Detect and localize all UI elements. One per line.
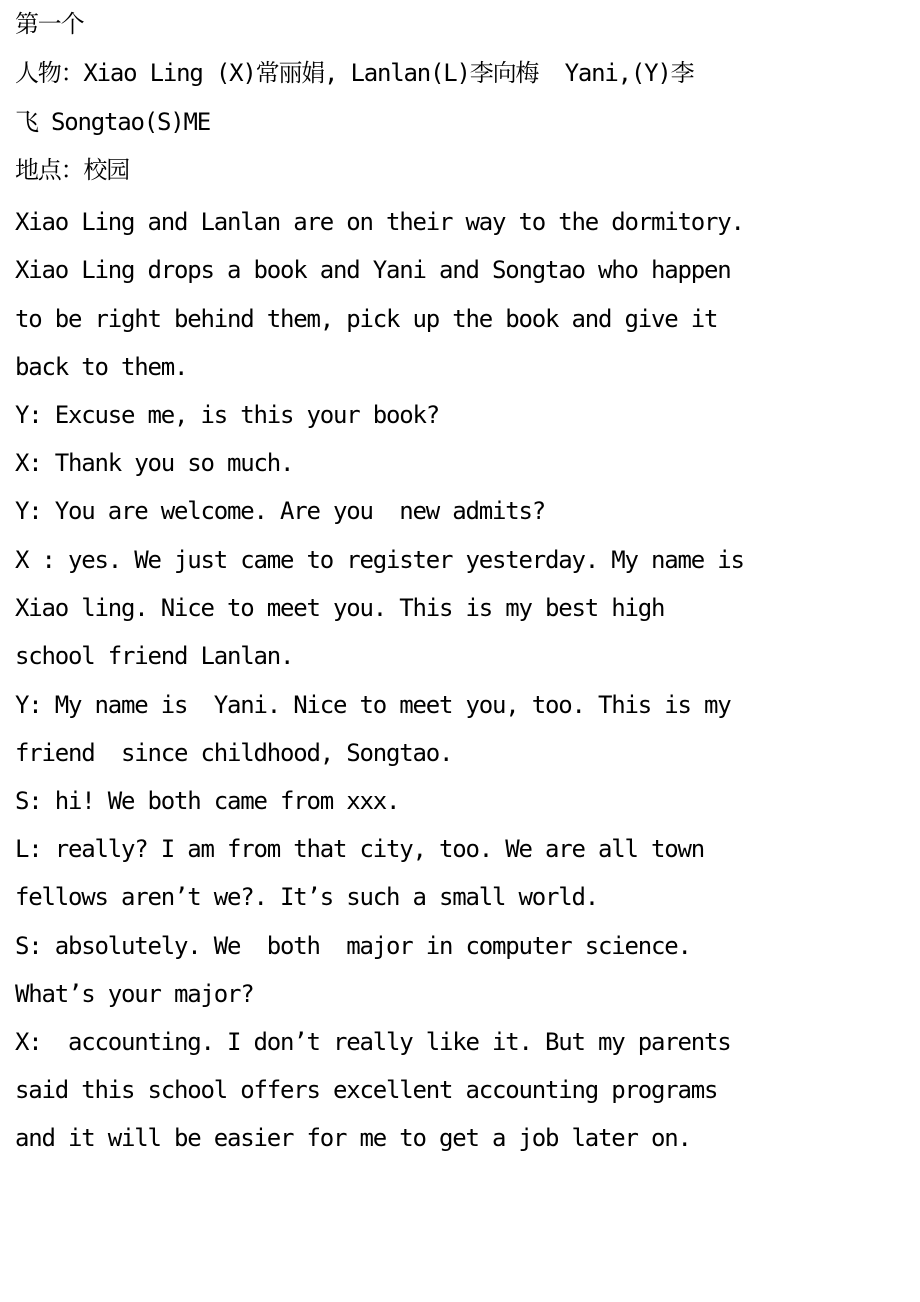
dialogue-line: S: absolutely. We both major in computer science. [15, 932, 691, 960]
scene-description-line: back to them. [15, 353, 188, 381]
dialogue-line: L: really? I am from that city, too. We are all town [15, 835, 704, 863]
dialogue-line: Xiao ling. Nice to meet you. This is my best high [15, 594, 665, 622]
location-line: 地点：校园 [15, 156, 129, 184]
dialogue-line: Y: You are welcome. Are you new admits? [15, 497, 545, 525]
dialogue-line: friend since childhood, Songtao. [15, 739, 453, 767]
dialogue-line: X: accounting. I don’t really like it. But my parents [15, 1028, 731, 1056]
characters-line-continued: 飞 Songtao(S)ME [15, 108, 211, 136]
dialogue-line: X : yes. We just came to register yesterday. My name is [15, 546, 744, 574]
dialogue-line: school friend Lanlan. [15, 642, 294, 670]
dialogue-line: fellows aren’t we?. It’s such a small world. [15, 883, 598, 911]
dialogue-line: said this school offers excellent accounting programs [15, 1076, 718, 1104]
scene-description-line: to be right behind them, pick up the book and give it [15, 305, 718, 333]
scene-description-line: Xiao Ling and Lanlan are on their way to the dormitory. [15, 208, 744, 236]
characters-line: 人物：Xiao Ling (X)常丽娟, Lanlan(L)李向梅 Yani,(Y)李 [15, 59, 694, 87]
dialogue-line: What’s your major? [15, 980, 254, 1008]
dialogue-line: S: hi! We both came from xxx. [15, 787, 400, 815]
dialogue-line: X: Thank you so much. [15, 449, 294, 477]
dialogue-line: and it will be easier for me to get a job later on. [15, 1124, 691, 1152]
dialogue-line: Y: Excuse me, is this your book? [15, 401, 439, 429]
scene-description-line: Xiao Ling drops a book and Yani and Songtao who happen [15, 256, 731, 284]
heading-first: 第一个 [15, 10, 84, 38]
dialogue-line: Y: My name is Yani. Nice to meet you, too. This is my [15, 691, 731, 719]
